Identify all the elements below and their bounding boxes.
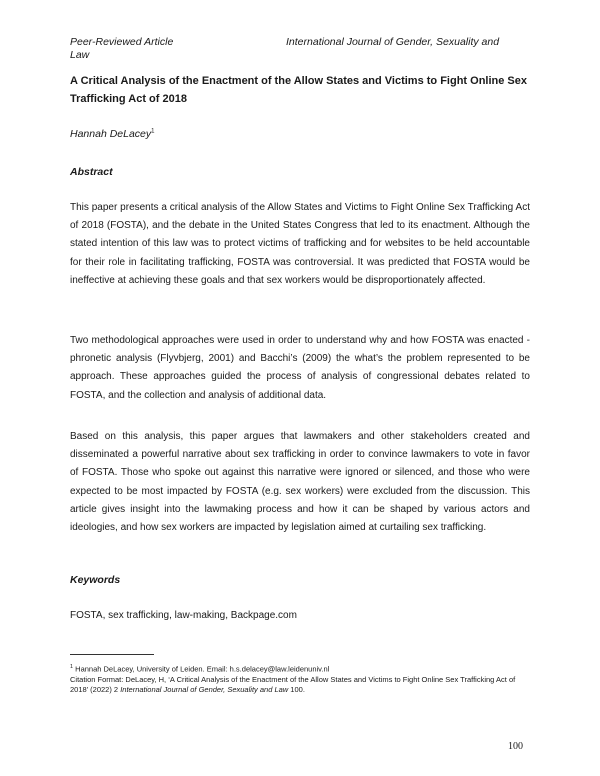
article-title: A Critical Analysis of the Enactment of the Allow States and Victims to Fight Online Sex Trafficking Act of 2018 <box>70 75 527 105</box>
abstract-paragraph-3: Based on this analysis, this paper argues that lawmakers and other stakeholders created and disseminated a powerful narrative about sex trafficking in order to convince lawmakers to vote in favor of FOSTA. Those who spoke out against this narrative were ignored or silenced, and those who were expected to be most impacted by FOSTA (e.g. sex workers) were excluded from the discussion. This article gives insight into the lawmaking process and how it can be shaped by various actors and ideologies, and how sex workers are impacted by legislation aimed at curtailing sex trafficking. <box>70 431 530 534</box>
page-number: 100 <box>508 741 523 752</box>
footnote-divider <box>70 654 154 655</box>
running-header-journal: International Journal of Gender, Sexuality and <box>286 36 500 48</box>
author-name: Hannah DeLacey <box>70 128 152 140</box>
footnote-mark: 1 <box>70 664 74 670</box>
footnote-affiliation: $^1$ Hannah DeLacey, University of Leiden. Email: h.s.delacey@law.leidenuniv.nl <box>70 664 330 674</box>
running-header-journal-cont: Law <box>70 49 90 61</box>
footnote <box>70 662 530 695</box>
abstract-heading: Abstract <box>70 166 113 178</box>
keywords-heading: Keywords <box>70 574 121 586</box>
abstract-paragraph-1: This paper presents a critical analysis of the Allow States and Victims to Fight Online Sex Trafficking Act of 2018 (FOSTA), and the debate in the United States Congress that led to its enactment. Although the stated intention of this law was to protect victims of trafficking and for websites to be held accountable for their role in facilitating trafficking, FOSTA was controversial. It was predicted that FOSTA would be ineffective at achieving these goals and that sex workers would be disproportionately affected. <box>70 202 530 286</box>
footnote-citation: Citation Format: DeLacey, H, ‘A Critical Analysis of the Enactment of the Allow States and Victims to Fight Online Sex Trafficking Act of 2018’ (2022) 2 International Journal of Gender, Sexuality and Law 100. <box>70 674 516 694</box>
abstract-paragraph-2: Two methodological approaches were used in order to understand why and how FOSTA was enacted - phronetic analysis (Flyvbjerg, 2001) and Bacchi’s (2009) the what’s the problem represented to be approach. These approaches guided the process of analysis of congressional debates related to FOSTA, and the collection and analysis of additional data. <box>70 335 530 401</box>
keywords-list: FOSTA, sex trafficking, law-making, Backpage.com <box>70 610 297 621</box>
author-line <box>70 128 154 140</box>
author-footnote-mark[interactable]: 1 <box>151 128 155 135</box>
footnote-journal-name: International Journal of Gender, Sexuality and Law <box>120 684 289 694</box>
running-header-article-type: Peer-Reviewed Article <box>70 36 174 48</box>
running-header-left <box>70 36 240 62</box>
